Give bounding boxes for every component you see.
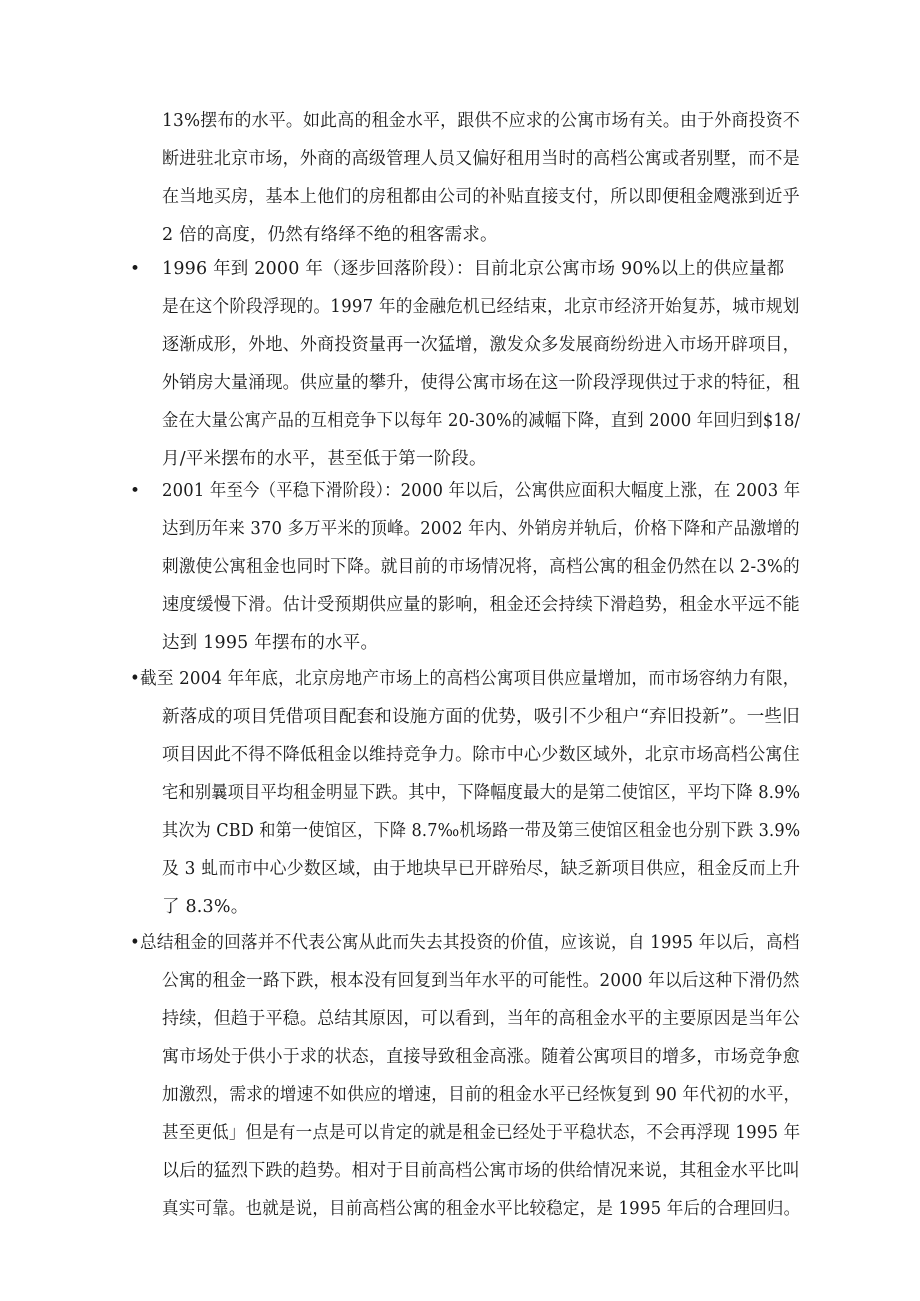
text-line: 2001 年至今（平稳下滑阶段）：2000 年以后，公寓供应面积大幅度上涨，在 2003 年	[162, 481, 801, 501]
text-line: 月/平米摆布的水平，甚至低于第一阶段。	[162, 449, 487, 469]
text-line: 刺激使公寓租金也同时下降。就目前的市场情况将，高档公寓的租金仍然在以 2-3%的	[162, 557, 800, 577]
text-line: 达到历年来 370 多万平米的顶峰。2002 年内、外销房并轨后，价格下降和产品激增的	[162, 519, 800, 539]
bullet-marker: •	[130, 259, 141, 279]
text-line: 1996 年到 2000 年（逐步回落阶段）：目前北京公寓市场 90%以上的供应量都	[162, 259, 785, 279]
text-line: 加激烈，需求的增速不如供应的增速，目前的租金水平已经恢复到 90 年代初的水平，	[162, 1085, 801, 1105]
text-line: 项目因此不得不降低租金以维持竞争力。除市中心少数区域外，北京市场高档公寓住	[162, 745, 800, 765]
text-line: 金在大量公寓产品的互相竞争下以每年 20-30%的减幅下降，直到 2000 年回归到$18/	[162, 411, 801, 431]
text-line: 及 3 虬而市中心少数区域，由于地块早已开辟殆尽，缺乏新项目供应，租金反而上升	[162, 859, 801, 879]
text-line: 在当地买房，基本上他们的房租都由公司的补贴直接支付，所以即便租金飕涨到近乎	[162, 187, 800, 207]
text-line: 2 倍的高度，仍然有络绎不绝的租客需求。	[162, 225, 498, 245]
text-line: 以后的猛烈下跌的趋势。相对于目前高档公寓市场的供给情况来说，其租金水平比叫	[162, 1161, 800, 1181]
text-line: 13%摆布的水平。如此高的租金水平，跟供不应求的公寓市场有关。由于外商投资不	[162, 111, 800, 131]
text-line: 达到 1995 年摆布的水平。	[162, 633, 379, 653]
text-line: 断进驻北京市场，外商的高级管理人员又偏好租用当时的高档公寓或者别墅，而不是	[162, 149, 800, 169]
text-line: 其次为 CBD 和第一使馆区，下降 8.7‰机场路一带及第三使馆区租金也分别下跌 3.9%	[162, 821, 801, 841]
text-line: 外销房大量涌现。供应量的攀升，使得公寓市场在这一阶段浮现供过于求的特征，租	[162, 373, 800, 393]
text-line: 寓市场处于供小于求的状态，直接导致租金高涨。随着公寓项目的增多，市场竞争愈	[162, 1047, 800, 1067]
text-line: 逐渐成形，外地、外商投资量再一次猛增，激发众多发展商纷纷进入市场开辟项目，	[162, 335, 800, 355]
text-line: 持续，但趋于平稳。总结其原因，可以看到，当年的高租金水平的主要原因是当年公	[162, 1009, 800, 1029]
text-line: 速度缓慢下滑。估计受预期供应量的影响，租金还会持续下滑趋势，租金水平远不能	[162, 595, 800, 615]
text-line: 公寓的租金一路下跌，根本没有回复到当年水平的可能性。2000 年以后这种下滑仍然	[162, 971, 800, 991]
text-line: 真实可靠。也就是说，目前高档公寓的租金水平比较稳定，是 1995 年后的合理回归。	[162, 1199, 801, 1219]
text-line: 了 8.3%。	[162, 897, 249, 917]
text-line: 新落成的项目凭借项目配套和设施方面的优势，吸引不少租户“弃旧投新”。一些旧	[162, 707, 800, 727]
text-line: 宅和别曩项目平均租金明显下跌。其中，下降幅度最大的是第二使馆区，平均下降 8.9%	[162, 783, 801, 803]
text-line: •截至 2004 年年底，北京房地产市场上的高档公寓项目供应量增加，而市场容纳力有限，	[130, 669, 800, 689]
text-line: •总结租金的回落并不代表公寓从此而失去其投资的价值，应该说，自 1995 年以后，高档	[130, 933, 800, 953]
text-line: 是在这个阶段浮现的。1997 年的金融危机已经结束，北京市经济开始复苏，城市规划	[162, 297, 800, 317]
bullet-marker: •	[130, 481, 141, 501]
text-line: 甚至更低」但是有一点是可以肯定的就是租金已经处于平稳状态，不会再浮现 1995 年	[162, 1123, 801, 1143]
